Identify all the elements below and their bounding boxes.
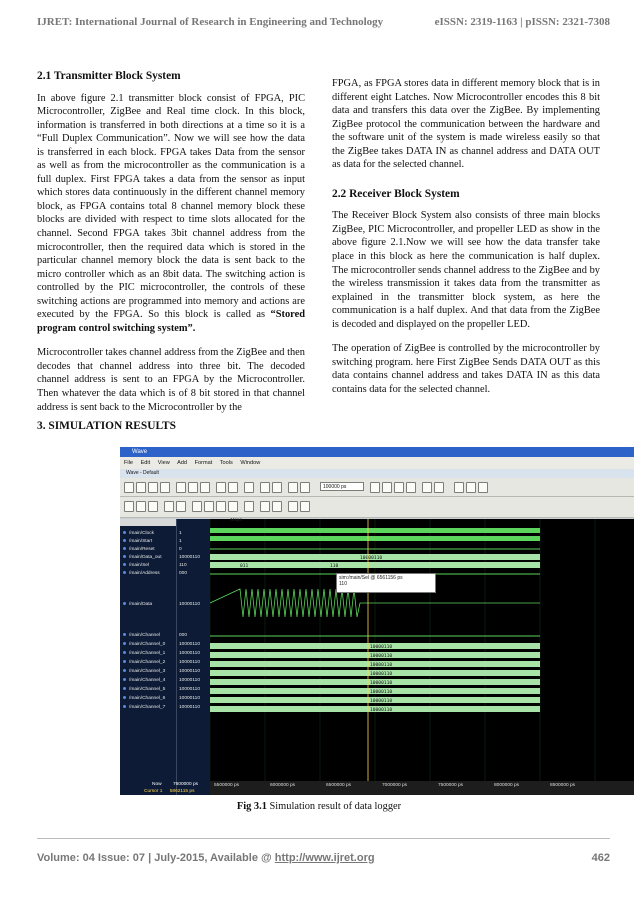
signal-name[interactable]: /main/Channel_5 — [123, 687, 165, 692]
run-icon[interactable] — [370, 482, 380, 493]
restart-icon[interactable] — [422, 482, 432, 493]
right-column — [332, 77, 600, 407]
waveform-svg — [210, 519, 634, 781]
clock-wave — [210, 528, 540, 533]
step-over-icon[interactable] — [300, 482, 310, 493]
cursor-value: 5862115 ps — [169, 789, 195, 794]
bookmark-icon[interactable] — [272, 501, 282, 512]
compare-icon[interactable] — [288, 501, 298, 512]
section-heading-2-1: 2.1 Transmitter Block System — [37, 70, 181, 82]
simulation-figure — [120, 447, 634, 795]
signal-value: 110 — [179, 563, 187, 568]
simulate-icon[interactable] — [272, 482, 282, 493]
footer-rule — [37, 838, 610, 839]
signal-value: 000 — [179, 633, 188, 638]
msgs-header-label: Msgs — [230, 518, 242, 523]
expression-icon[interactable] — [300, 501, 310, 512]
footer — [37, 852, 610, 864]
sel-bus — [210, 562, 540, 568]
figure-caption — [0, 801, 638, 812]
cursor-tooltip — [336, 573, 436, 593]
sim-time-input[interactable]: 100000 ps — [320, 482, 364, 491]
section-heading-2-2: 2.2 Receiver Block System — [332, 187, 460, 200]
toolbar-row-2 — [120, 497, 634, 518]
menu-view[interactable]: View — [157, 460, 170, 466]
start-wave — [210, 536, 540, 541]
page-number: 462 — [591, 852, 610, 864]
channel-bus-label: 10000110 — [370, 672, 393, 677]
delete-cursor-icon[interactable] — [148, 501, 158, 512]
stop-icon[interactable] — [434, 482, 444, 493]
add-wave-icon[interactable] — [124, 501, 134, 512]
timeline-tick: 7000000 ps — [382, 783, 408, 788]
channel-bus-label: 10000110 — [370, 690, 393, 695]
signal-value: 1 — [179, 531, 182, 536]
next-edge-icon[interactable] — [176, 501, 186, 512]
menu-tools[interactable]: Tools — [219, 460, 233, 466]
bold-phrase: “Stored program control switching system”. — [37, 309, 305, 334]
channel-bus-label: 10000110 — [370, 681, 393, 686]
save-icon[interactable] — [148, 482, 158, 493]
step-icon[interactable] — [288, 482, 298, 493]
signal-name[interactable]: /main/Reset — [123, 547, 155, 552]
search-icon[interactable] — [260, 501, 270, 512]
caption-label: Fig 3.1 — [236, 801, 267, 812]
signal-value: 000 — [179, 571, 188, 576]
run-all-icon[interactable] — [394, 482, 404, 493]
menu-file[interactable]: File — [124, 460, 134, 466]
signal-name[interactable]: /main/Channel_6 — [123, 696, 165, 701]
waveform-pane[interactable] — [210, 519, 634, 781]
paragraph: The Receiver Block System also consists of three main blocks ZigBee, PIC Microcontroller, and propeller LED as show in the above figure 2.1.Now we will see how the data transfer take place in this block as here the communication is half duplex. The microcontroller sends channel address to the ZigBee and by the wireless transmission it takes data from the transmitter as explained in the transmitter block system, as here the communication is a half duplex. And that data from the ZigBee is decoded and displayed on the propeller LED. — [332, 210, 600, 330]
sel-bus-label: 011 — [240, 564, 249, 569]
signal-name[interactable]: /main/Clock — [123, 531, 154, 536]
zoom-cursor-icon[interactable] — [228, 501, 238, 512]
cursor-tooltip-line2: 110 — [339, 581, 347, 587]
signal-value: 10000110 — [179, 678, 200, 683]
channel-bus-label: 10000110 — [370, 708, 393, 713]
copy-icon[interactable] — [188, 482, 198, 493]
menu-format[interactable]: Format — [194, 460, 213, 466]
run-continue-icon[interactable] — [382, 482, 392, 493]
now-label: Now — [152, 782, 162, 787]
menu-add[interactable]: Add — [177, 460, 188, 466]
print-icon[interactable] — [160, 482, 170, 493]
signal-name[interactable]: /main/Sel — [123, 563, 149, 568]
break-icon[interactable] — [406, 482, 416, 493]
menu-window[interactable]: Window — [240, 460, 261, 466]
undo-icon[interactable] — [216, 482, 226, 493]
journal-header: IJRET: International Journal of Research in Engineering and Technology — [37, 16, 384, 28]
footer-text: Volume: 04 Issue: 07 | July-2015, Available @ — [37, 852, 275, 864]
signal-value: 10000110 — [179, 687, 200, 692]
redo-icon[interactable] — [228, 482, 238, 493]
data-out-bus-label: 10000110 — [360, 556, 383, 561]
menu-edit[interactable]: Edit — [140, 460, 151, 466]
signal-value: 10000110 — [179, 669, 200, 674]
insert-cursor-icon[interactable] — [136, 501, 146, 512]
toolbar-row-1 — [120, 478, 634, 497]
open-icon[interactable] — [136, 482, 146, 493]
signal-name[interactable]: /main/Channel_0 — [123, 642, 165, 647]
wave-subtitle: Wave - Default — [120, 469, 634, 478]
signal-value-pane — [176, 519, 211, 795]
cursor-row — [126, 789, 206, 794]
timeline-tick: 6500000 ps — [326, 783, 352, 788]
paragraph: FPGA, as FPGA stores data in different memory block that is in different eight Latches. Now Microcontroller encodes this 8 bit data and transfers this data over the ZigBee. By implementing ZigBee protocol the communication between the hardware and the software unit of the system is made wireless easily so that the ZigBee takes DATA IN as channel address and DATA OUT as data for the selected channel. — [332, 78, 600, 171]
signal-name[interactable]: /main/Data — [123, 602, 152, 607]
cursor-label: Cursor 1 — [144, 789, 163, 794]
caption-text: Simulation result of data logger — [266, 801, 402, 812]
issn-header: eISSN: 2319-1163 | pISSN: 2321-7308 — [434, 16, 610, 28]
signal-value: 10000110 — [179, 555, 200, 560]
signal-name[interactable]: /main/Channel_4 — [123, 678, 165, 683]
section-heading-3: 3. SIMULATION RESULTS — [37, 420, 176, 432]
now-row — [126, 782, 206, 787]
signal-value: 10000110 — [179, 660, 200, 665]
signal-value: 10000110 — [179, 602, 200, 607]
paragraph: The operation of ZigBee is controlled by the microcontroller by switching program. here First ZigBee Sends DATA OUT as this data contains channel address and takes DATA IN as this data contains data for the selected channel. — [332, 343, 600, 395]
footer-link[interactable]: http://www.ijret.org — [274, 852, 375, 864]
new-icon[interactable] — [124, 482, 134, 493]
cursor-tooltip-line1: sim:/main/Sel @ 6561156 ps — [339, 575, 403, 581]
signal-name[interactable]: /main/Start — [123, 539, 152, 544]
zoom-full-icon[interactable] — [216, 501, 226, 512]
timeline-tick: 8500000 ps — [550, 783, 576, 788]
signal-name[interactable]: /main/Channel_3 — [123, 669, 165, 674]
paragraph: Microcontroller takes channel address from the ZigBee and then decodes that channel address into three bit. The decoded channel address is sent to an FPGA by the Microcontroller. Then whatever the data which is of 8 bit stored in that channel address is sent back to the Microcontroller by the — [37, 347, 305, 413]
find-icon[interactable] — [244, 482, 254, 493]
paragraph-text: In above figure 2.1 transmitter block consist of FPGA, PIC Microcontroller, ZigBee and Real time clock. In this block, information is transferred in both directions at a time so it is a “Full Duplex Communication”. Now we will see how the data is transferred in each block. FPGA takes Data from the sensor as well as from the microcontroller as the communication is a full duplex. First FPGA takes a data from the sensor as input which stores data continuously in the different channel memory block, as FPGA contains total 8 channel memory block these blocks are divided with respect to time slots allocated for the channel. Second FPGA takes 3bit channel address from the microcontroller, then the required data which is stored in the particular channel memory block the data is sent back to the micro controller which as an 8bit data. The switching action is controlled by the PIC microcontroller, the controls of these switching actions are programmed into memory and actions are executed by the FPGA. So this block is called as — [37, 92, 305, 321]
layout-icon[interactable] — [454, 482, 464, 493]
timeline-bar — [144, 781, 634, 795]
signal-name[interactable]: /main/Channel_2 — [123, 660, 165, 665]
dataflow-icon[interactable] — [466, 482, 476, 493]
wave-menubar — [120, 457, 634, 469]
channel-bus-label: 10000110 — [370, 654, 393, 659]
channel-bus-label: 10000110 — [370, 645, 393, 650]
cut-icon[interactable] — [176, 482, 186, 493]
timeline-tick: 8000000 ps — [494, 783, 520, 788]
signal-name[interactable]: /main/Channel — [123, 633, 160, 638]
signal-name[interactable]: /main/Channel_7 — [123, 705, 165, 710]
signal-name-pane — [120, 519, 176, 795]
signal-value: 1 — [179, 539, 182, 544]
wave-icon[interactable] — [478, 482, 488, 493]
paste-icon[interactable] — [200, 482, 210, 493]
zoom-in-icon[interactable] — [192, 501, 202, 512]
paragraph — [37, 92, 305, 336]
channel-bus-label: 10000110 — [370, 663, 393, 668]
signal-name[interactable]: /main/Address — [123, 571, 160, 576]
signal-value: 10000110 — [179, 696, 200, 701]
signal-name[interactable]: /main/Channel_1 — [123, 651, 165, 656]
left-column — [37, 70, 305, 425]
prev-edge-icon[interactable] — [164, 501, 174, 512]
compile-icon[interactable] — [260, 482, 270, 493]
sel-bus-label: 110 — [330, 564, 339, 569]
signal-value: 10000110 — [179, 651, 200, 656]
wave-window-title: Wave — [120, 447, 634, 457]
signal-value: 10000110 — [179, 642, 200, 647]
signal-value: 10000110 — [179, 705, 200, 710]
signal-value: 0 — [179, 547, 182, 552]
lock-cursor-icon[interactable] — [244, 501, 254, 512]
channel-bus-label: 10000110 — [370, 699, 393, 704]
now-value: 7600000 ps — [172, 782, 199, 787]
timeline-tick: 6000000 ps — [270, 783, 296, 788]
signal-name[interactable]: /main/Data_out — [123, 555, 162, 560]
timeline-tick: 5500000 ps — [214, 783, 240, 788]
zoom-out-icon[interactable] — [204, 501, 214, 512]
timeline-tick: 7500000 ps — [438, 783, 464, 788]
